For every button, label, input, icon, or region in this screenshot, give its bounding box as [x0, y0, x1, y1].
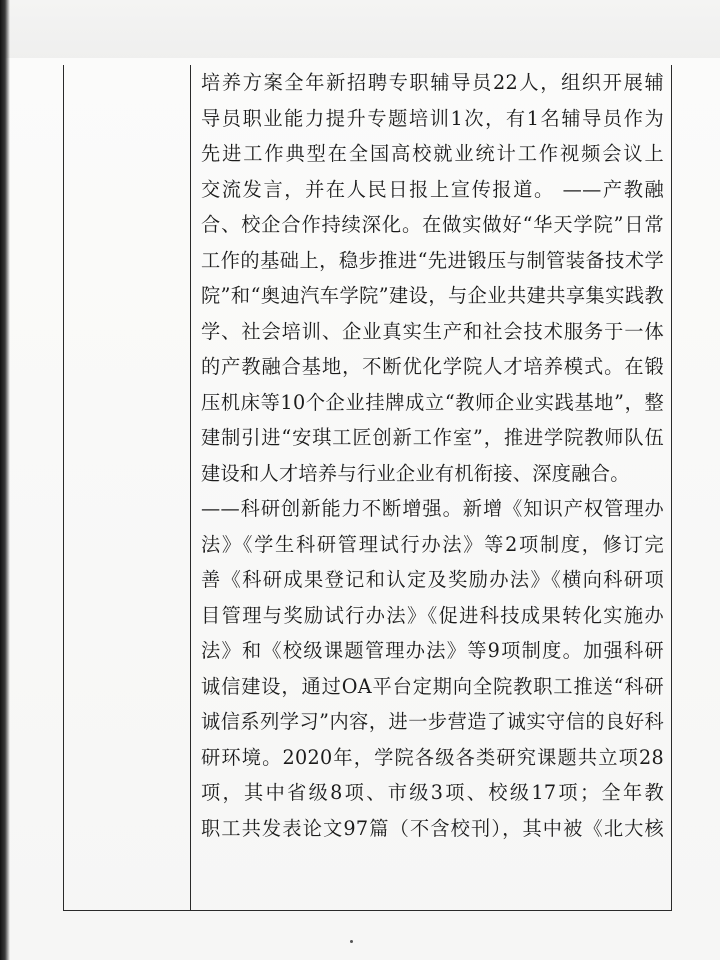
text-line: 诚信系列学习”内容，进一步营造了诚实守信的良好科 — [201, 710, 664, 733]
text-line: 合、校企合作持续深化。在做实做好“华天学院”日常 — [201, 213, 664, 236]
text-line: 建设和人才培养与行业企业有机衔接、深度融合。 — [201, 461, 630, 485]
text-line: 职工共发表论文97篇（不含校刊），其中被《北大核 — [201, 816, 664, 840]
text-line: 先进工作典型在全国高校就业统计工作视频会议上 — [201, 142, 664, 165]
text-line: 法》和《校级课题管理办法》等9项制度。加强科研 — [201, 639, 664, 662]
report-table — [63, 65, 672, 911]
table-right-column — [201, 65, 664, 910]
text-line: 项，其中省级8项、市级3项、校级17项；全年教 — [201, 781, 664, 804]
text-line: 法》《学生科研管理试行办法》等2项制度，修订完 — [201, 532, 664, 556]
text-line: 建制引进“安琪工匠创新工作室”，推进学院教师队伍 — [201, 426, 664, 449]
text-line: 交流发言，并在人民日报上宣传报道。 ——产教融 — [201, 177, 664, 201]
table-left-column — [64, 65, 191, 910]
text-line: 压机床等10个企业挂牌成立“教师企业实践基地”，整 — [201, 390, 664, 414]
binding-edge — [0, 0, 10, 960]
text-line: 诚信建设，通过OA平台定期向全院教职工推送“科研 — [201, 674, 664, 698]
text-line: 学、社会培训、企业真实生产和社会技术服务于一体 — [201, 319, 664, 343]
scan-speck — [350, 940, 353, 943]
text-line: 的产教融合基地，不断优化学院人才培养模式。在锻 — [201, 355, 664, 378]
text-line: 目管理与奖励试行办法》《促进科技成果转化实施办 — [201, 603, 664, 627]
text-line: 善《科研成果登记和认定及奖励办法》《横向科研项 — [201, 568, 664, 591]
text-line: 导员职业能力提升专题培训1次，有1名辅导员作为 — [201, 106, 664, 130]
text-line: ——科研创新能力不断增强。新增《知识产权管理办 — [201, 497, 664, 520]
text-line: 培养方案全年新招聘专职辅导员22人，组织开展辅 — [201, 71, 664, 94]
text-line: 工作的基础上，稳步推进“先进锻压与制管装备技术学 — [201, 248, 664, 272]
text-line: 研环境。2020年，学院各级各类研究课题共立项28 — [201, 745, 664, 769]
text-line: 院”和“奥迪汽车学院”建设，与企业共建共享集实践教 — [201, 284, 664, 307]
